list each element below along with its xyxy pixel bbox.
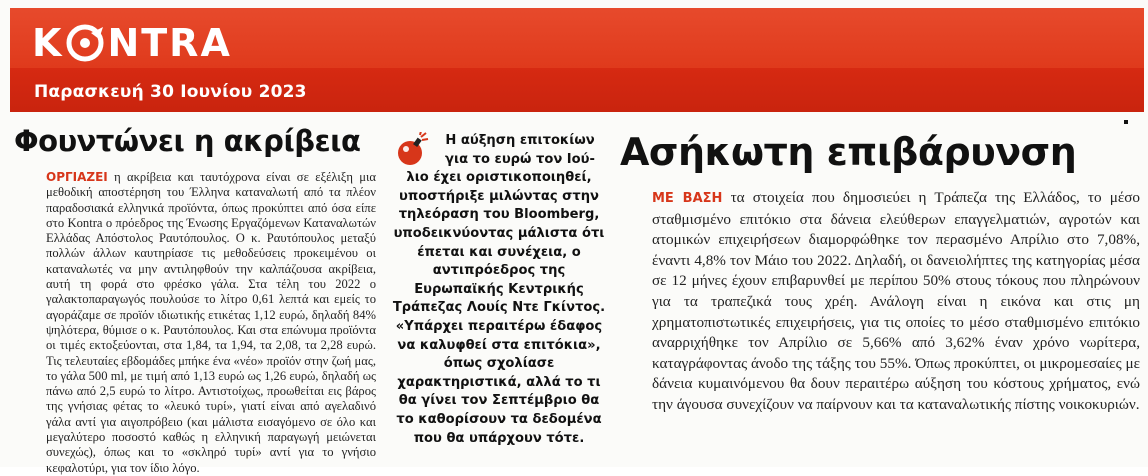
article-right-lead: ΜΕ ΒΑΣΗ	[652, 191, 723, 206]
article-left-body	[46, 170, 376, 476]
article-middle-text	[390, 132, 608, 448]
article-right-title: Ασήκωτη επιβάρυνση	[620, 130, 1077, 174]
issue-date: Παρασκευή 30 Ιουνίου 2023	[34, 82, 307, 102]
kontra-logo	[32, 20, 232, 66]
masthead	[10, 8, 1144, 112]
article-right-body	[652, 188, 1140, 416]
article-middle-body: λιο έχει οριστικοποιηθεί, υποστήριξε μιλώντας στην τηλεόραση του Bloomberg, υποδεικνύοντας μάλιστα ότι έπεται και συνέχεια, ο αντιπρόεδρος της Ευρωπαϊκής Κεντρικής Τράπεζας Λουίς Ντε Γκίντος. «Υπάρχει περαιτέρω έδαφος να καλυφθεί στα επιτόκια», όπως σχολίασε χαρακτηριστικά, αλλά το τι θα γίνει τον Σεπτέμβριο θα το καθορίσουν τα δεδομένα που θα υπάρχουν τότε.	[392, 170, 606, 446]
article-middle-line-1: Η αύξηση επιτοκίων	[445, 133, 595, 148]
logo-letters-ntra: NTRA	[107, 21, 232, 65]
logo-target-icon	[65, 23, 105, 63]
article-left-title: Φουντώνει η ακρίβεια	[14, 124, 361, 158]
stray-dot	[1124, 120, 1128, 124]
article-left-lead: ΟΡΓΙΑΖΕΙ	[46, 170, 108, 184]
article-middle-line-2: για το ευρώ τον Ιού-	[445, 151, 595, 167]
logo-letter-k: K	[32, 21, 64, 65]
article-right-text: τα στοιχεία που δημοσιεύει η Τράπεζα της Ελλάδος, το μέσο σταθμισμένο επιτόκιο στα δάνεια ελεύθερων επαγγελματιών, αγροτών και ατομικών επιχειρήσεων διαμορφώθηκε τον περασμένο Απρίλιο στο 7,08%, έναντι 4,8% τον Μάιο του 2022. Δηλαδή, οι δανειολήπτες της κατηγορίας μέσα σε 12 μήνες έχουν επιβαρυνθεί με περίπου 50% στους τόκους που πληρώνουν για τα τραπεζικά τους χρέη. Ανάλογη είναι η εικόνα και στις μη χρηματοπιστωτικές επιχειρήσεις, για τις οποίες το μέσο σταθμισμένο επιτόκιο αναρριχήθηκε τον Απρίλιο σε 5,66% από 3,62% έναν χρόνο νωρίτερα, καταγράφοντας άνοδο της τάξης του 55%. Όπως προκύπτει, οι μικρομεσαίες με δάνεια κυμαινόμενου θα δουν περαιτέρω αύξηση του κόστους χρήματος, ενώ την άγουσα συνεχίζουν να παίρνουν και τα καταναλωτικής πίστης νοικοκυριών.	[652, 189, 1141, 413]
article-middle	[390, 128, 610, 460]
article-left-text: η ακρίβεια και ταυτόχρονα είναι σε εξέλιξη μια μεθοδική αποστέρηση του Έλληνα καταναλωτή από τα πλέον παραδοσιακά ελληνικά προϊόντα, όπως προκύπτει από όσα είπε στο Kontra ο πρόεδρος της Ένωσης Εργαζόμενων Καταναλωτών Ελλάδας Απόστολος Ραυτόπουλος. Ο κ. Ραυτόπουλος μεταξύ πολλών άλλων καυτηρίασε τις μεθοδεύσεις προκειμένου οι καταναλωτές να μην αντιληφθούν την καλπάζουσα ακρίβεια, αυτή τη φορά στο φρέσκο γάλα. Στα τέλη του 2022 ο γαλακτοπαραγωγός πουλούσε το λίτρο 0,61 λεπτά και εμείς το αγοράζαμε σε προϊόν ιδιωτικής ετικέτας 1,12 ευρώ, δηλαδή 84% ψηλότερα, θύμισε ο κ. Ραυτόπουλος. Και στα επώνυμα προϊόντα οι τιμές εκτοξεύονται, στα 1,84, τα 1,94, τα 2,08, τα 2,28 ευρώ. Τις τελευταίες εβδομάδες μπήκε ένα «νέο» προϊόν στην ζωή μας, το γάλα 500 ml, με τιμή από 1,13 ευρώ ως 1,26 ευρώ, δηλαδή ως πάνω από 2,5 ευρώ το λίτρο. Αντιστοίχως, προωθείται εις βάρος της γνήσιας φέτας το «λευκό τυρί», γιατί είναι από αγελαδινό γάλα αντί για αιγοπρόβειο (και μάλιστα εισαγόμενο σε όλο και μεγαλύτερο ποσοστό καθώς η ελληνική παραγωγή μειώνεται συνεχώς), όπως και το «σκληρό τυρί» αντί για το γνήσιο κεφαλοτύρι, για τον ίδιο λόγο.	[46, 170, 376, 475]
